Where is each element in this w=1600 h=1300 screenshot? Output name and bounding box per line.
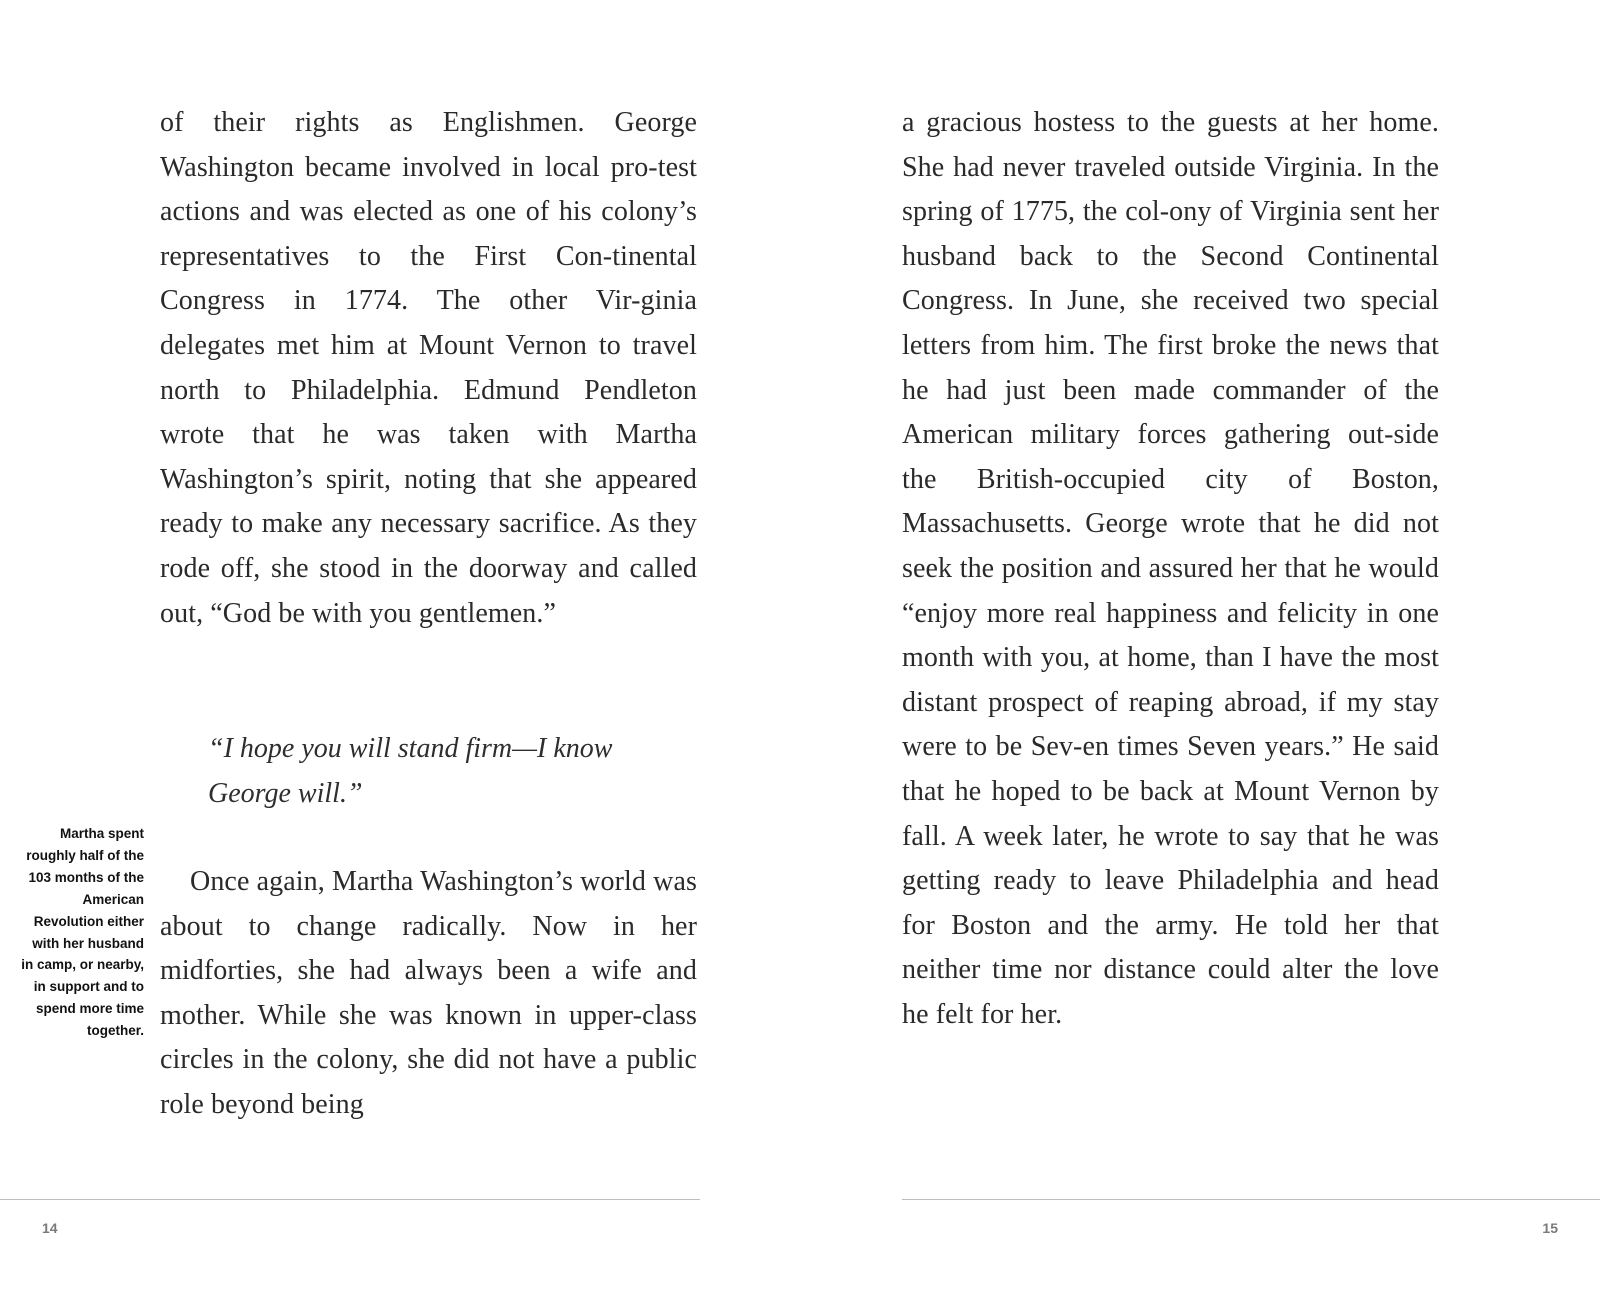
sidebar-note: Martha spent roughly half of the 103 months of the American Revolution either with her husband in camp, or nearby, in support and to spend more time together. [21,826,144,1039]
pull-quote: “I hope you will stand firm—I know George will.” [208,733,613,809]
right-page [800,0,1600,1300]
footer-rule [0,1199,700,1200]
left-body-text-bottom [160,860,697,1128]
footer-rule [902,1199,1600,1200]
paragraph: a gracious hostess to the guests at her home. She had never traveled outside Virginia. In the spring of 1775, the col-ony of Virginia sent her husband back to the Second Continental Congress. In June, she received two special letters from him. The first broke the news that he had just been made commander of the American military forces gathering out-side the British-occupied city of Boston, Massachusetts. George wrote that he did not seek the position and assured her that he would “enjoy more real happiness and felicity in one month with you, at home, than I have the most distant prospect of reaping abroad, if my stay were to be Sev-en times Seven years.” He said that he hoped to be back at Mount Vernon by fall. A week later, he wrote to say that he was getting ready to leave Philadelphia and head for Boston and the army. He told her that neither time nor distance could alter the love he felt for her. [902,107,1439,1030]
paragraph: Once again, Martha Washington’s world was about to change radically. Now in her midforties, she had always been a wife and mother. While she was known in upper-class circles in the colony, she did not have a public role beyond being [160,866,697,1120]
paragraph: of their rights as Englishmen. George Washington became involved in local pro-test actions and was elected as one of his colony’s representatives to the First Con-tinental Congress in 1774. The other Vir-ginia delegates met him at Mount Vernon to travel north to Philadelphia. Edmund Pendleton wrote that he was taken with Martha Washington’s spirit, noting that she appeared ready to make any necessary sacrifice. As they rode off, she stood in the doorway and called out, “God be with you gentlemen.” [160,107,697,629]
page-number: 15 [1542,1220,1558,1236]
page-number: 14 [42,1220,58,1236]
left-body-text-top [160,101,697,636]
right-body-text [902,101,1439,1037]
